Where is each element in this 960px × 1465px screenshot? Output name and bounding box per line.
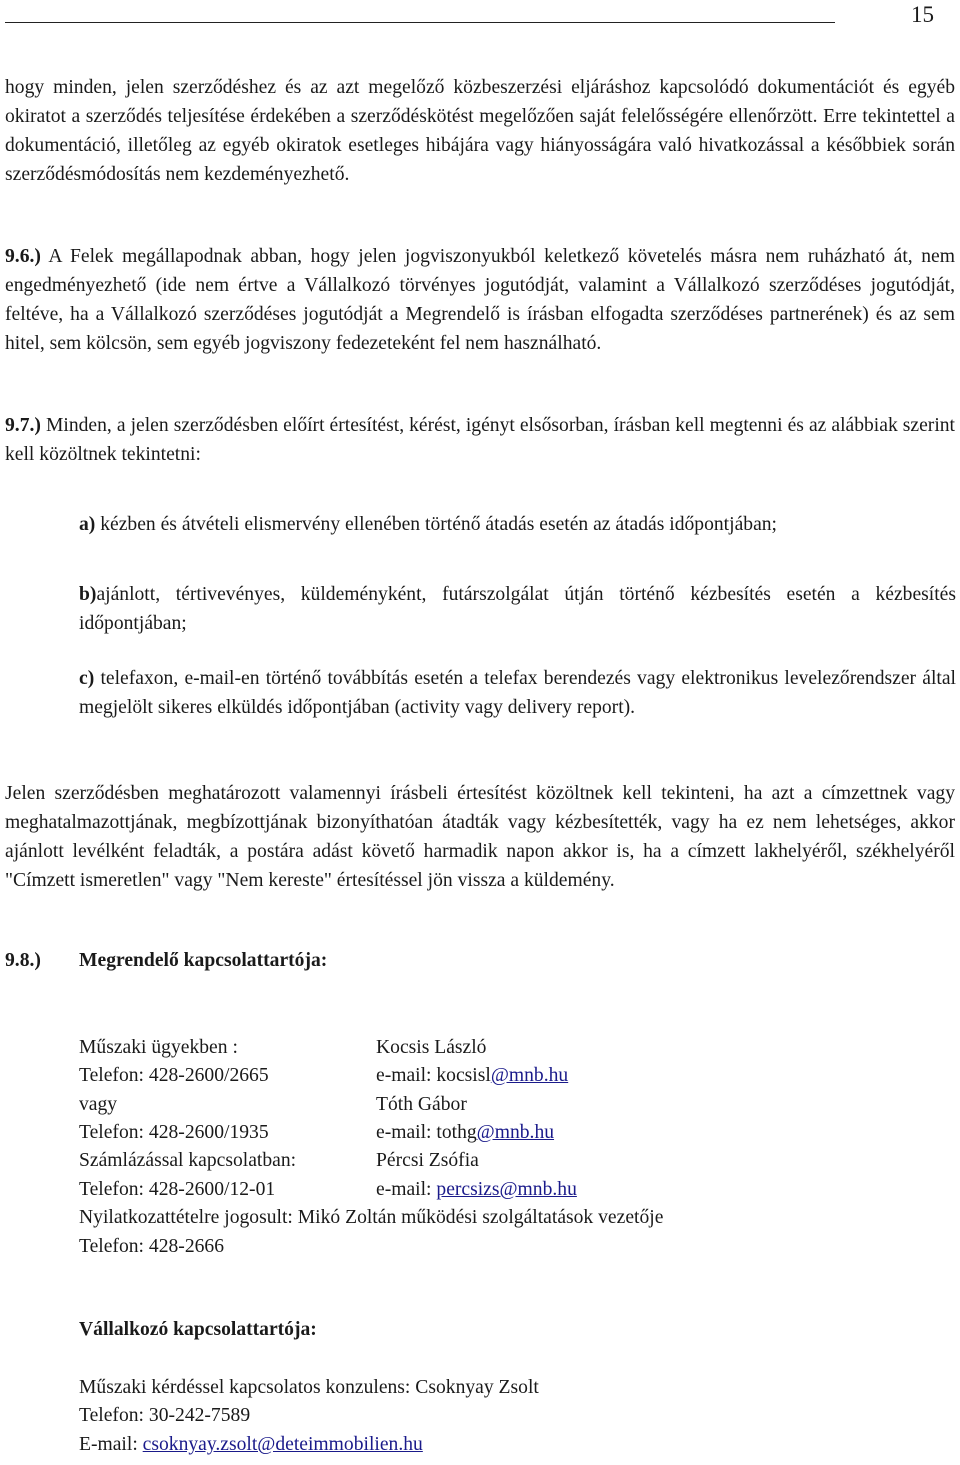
contact-value: Pércsi Zsófia bbox=[376, 1150, 479, 1171]
email-link[interactable]: @mnb.hu bbox=[476, 1122, 555, 1143]
contact-value: Kocsis László bbox=[376, 1037, 487, 1058]
list-item bbox=[79, 580, 956, 638]
email-link[interactable]: percsizs@mnb.hu bbox=[436, 1179, 577, 1200]
email-prefix: e-mail: kocsisl bbox=[376, 1065, 491, 1086]
section-9-6 bbox=[5, 242, 955, 358]
contractor-email bbox=[79, 1431, 423, 1459]
list-item-text: kézben és átvételi elismervény ellenében történő átadás esetén az átadás időpontjában; bbox=[95, 514, 778, 535]
section-text: Minden, a jelen szerződésben előírt értesítést, kérést, igényt elsősorban, írásban kell megtenni és az alábbiak szerint kell közöltnek tekintetni: bbox=[5, 415, 955, 465]
contact-phone: Telefon: 428-2600/12-01 bbox=[79, 1179, 276, 1200]
page-number: 15 bbox=[911, 2, 934, 27]
header-rule bbox=[5, 22, 835, 23]
list-item-text: telefaxon, e-mail-en történő továbbítás esetén a telefax berendezés vagy elektronikus levelezőrendszer által megjelölt sikeres elküldés időpontjában (activity vagy delivery report). bbox=[79, 668, 956, 718]
list-item-label: a) bbox=[79, 514, 96, 535]
intro-paragraph: hogy minden, jelen szerződéshez és az azt megelőző közbeszerzési eljáráshoz kapcsolódó dokumentációt és egyéb okiratot a szerződés teljesítése érdekében a szerződéskötést megelőzően saját felelősségére ellenőrzött. Erre tekintettel a dokumentáció, illetőleg az egyéb okiratok esetleges hibájára vagy hiányosságára való hivatkozással a későbbiek során szerződésmódosítás nem kezdeményezhető. bbox=[5, 77, 955, 185]
section-9-7 bbox=[5, 411, 955, 469]
contact-label: Műszaki ügyekben : bbox=[79, 1037, 238, 1058]
contact-label: vagy bbox=[79, 1094, 118, 1115]
contractor-consultant: Műszaki kérdéssel kapcsolatos konzulens: Csoknyay Zsolt bbox=[79, 1377, 539, 1398]
section-9-8-number: 9.8.) bbox=[5, 950, 41, 971]
contact-email bbox=[376, 1176, 577, 1204]
list-item-text: ajánlott, tértivevényes, küldeményként, futárszolgálat útján történő kézbesítés esetén a kézbesítés időpontjában; bbox=[79, 584, 956, 634]
list-item bbox=[79, 510, 956, 539]
authorized-signatory: Nyilatkozattételre jogosult: Mikó Zoltán működési szolgáltatások vezetője bbox=[79, 1207, 664, 1228]
contractor-contact-title: Vállalkozó kapcsolattartója: bbox=[79, 1319, 317, 1340]
notice-closing-paragraph: Jelen szerződésben meghatározott valamennyi írásbeli értesítést közöltnek kell tekinteni, ha azt a címzettnek vagy meghatalmazottjának, megbízottjának bizonyíthatóan átadták vagy kézbesítették, vagy ha ez nem lehetséges, akkor ajánlott levélként feladták, a postára adást követő harmadik napon akkor is, ha a címzett lakhelyéről, székhelyéről "Címzett ismeretlen" vagy "Nem kereste" értesítéssel jön vissza a küldemény. bbox=[5, 783, 955, 891]
section-number: 9.6.) bbox=[5, 246, 41, 267]
list-item-label: b) bbox=[79, 584, 97, 605]
email-link[interactable]: @mnb.hu bbox=[490, 1065, 569, 1086]
contractor-phone: Telefon: 30-242-7589 bbox=[79, 1405, 251, 1426]
contact-email bbox=[376, 1062, 568, 1090]
section-text: A Felek megállapodnak abban, hogy jelen jogviszonyukból keletkező követelés másra nem ruházható át, nem engedményezhető (ide nem értve a Vállalkozó törvényes jogutódját, valamint a Vállalkozó szerződéses jogutódját, feltéve, ha a Vállalkozó szerződéses jogutódját a Megrendelő is írásban elfogadta szerződéses partnerének) és az sem hitel, sem kölcsön, sem egyéb jogviszony fedezeteként fel nem használható. bbox=[5, 246, 955, 354]
contact-phone: Telefon: 428-2600/2665 bbox=[79, 1065, 269, 1086]
email-label: E-mail: bbox=[79, 1434, 143, 1455]
client-contact-title: Megrendelő kapcsolattartója: bbox=[79, 950, 328, 971]
section-number: 9.7.) bbox=[5, 415, 41, 436]
authorized-phone: Telefon: 428-2666 bbox=[79, 1236, 225, 1257]
list-item-label: c) bbox=[79, 668, 95, 689]
email-link[interactable]: csoknyay.zsolt@deteimmobilien.hu bbox=[142, 1434, 423, 1455]
list-item bbox=[79, 664, 956, 722]
contact-email bbox=[376, 1119, 554, 1147]
email-prefix: e-mail: bbox=[376, 1179, 437, 1200]
contact-phone: Telefon: 428-2600/1935 bbox=[79, 1122, 269, 1143]
email-prefix: e-mail: tothg bbox=[376, 1122, 477, 1143]
contact-label: Számlázással kapcsolatban: bbox=[79, 1150, 297, 1171]
contact-value: Tóth Gábor bbox=[376, 1094, 467, 1115]
